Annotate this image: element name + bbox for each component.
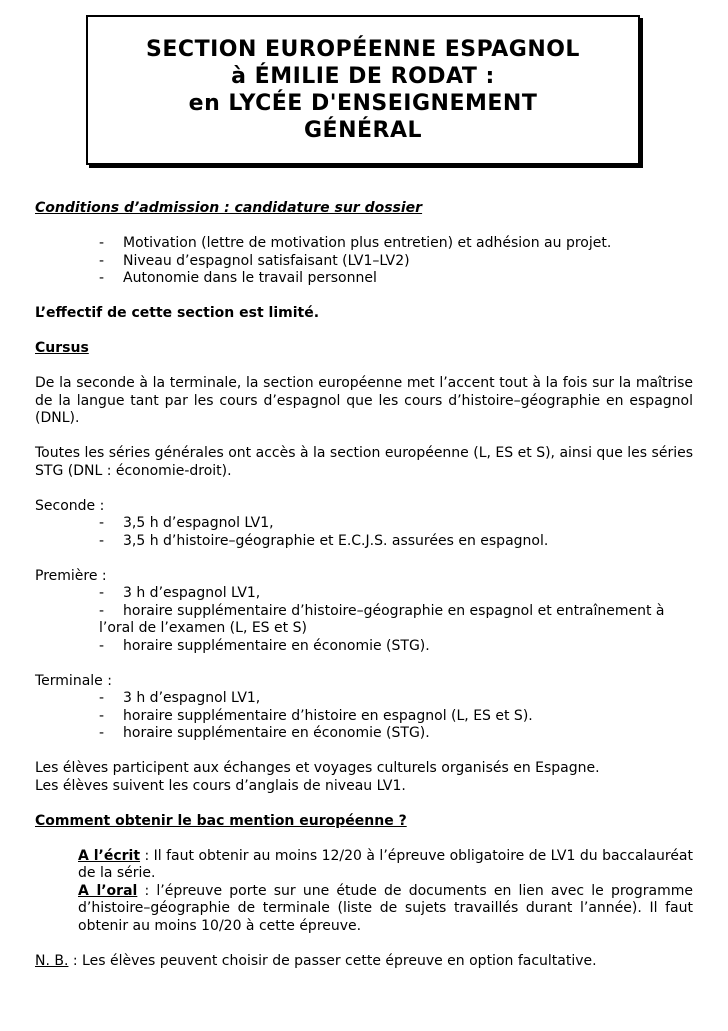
cursus-paragraph-1: De la seconde à la terminale, la section européenne met l’accent tout à la fois sur la maîtrise de la langue tant par les cours d’espagnol que les cours d’histoire–géographie en espagnol (DNL). [35, 375, 693, 426]
premiere-item: - 3 h d’espagnol LV1, [99, 585, 261, 601]
nb-label: N. B. [35, 952, 69, 969]
premiere-item: - horaire supplémentaire en économie (STG). [99, 637, 430, 654]
premiere-item: - horaire supplémentaire d’histoire–géographie en espagnol et entraînement à [99, 602, 665, 619]
bac-details [35, 848, 693, 936]
limited-notice: L’effectif de cette section est limité. [35, 305, 320, 321]
seconde-item: - 3,5 h d’histoire–géographie et E.C.J.S. assurées en espagnol. [99, 532, 549, 549]
title-line-3: en LYCÉE D'ENSEIGNEMENT [188, 91, 538, 116]
title-line-1: SECTION EUROPÉENNE ESPAGNOL [146, 37, 580, 62]
admission-heading: Conditions d’admission : candidature sur dossier [35, 200, 423, 216]
admission-item: - Niveau d’espagnol satisfaisant (LV1–LV2) [99, 252, 410, 269]
premiere-label: Première : [35, 567, 107, 584]
exchanges-line-2: Les élèves suivent les cours d’anglais de niveau LV1. [35, 777, 406, 794]
document-body [35, 200, 693, 970]
seconde-label: Seconde : [35, 497, 105, 514]
ecrit-label: A l’écrit [78, 847, 141, 864]
exchanges-line-1: Les élèves participent aux échanges et voyages culturels organisés en Espagne. [35, 760, 600, 776]
admission-item: - Autonomie dans le travail personnel [99, 270, 377, 286]
nb-paragraph: N. B. : Les élèves peuvent choisir de passer cette épreuve en option facultative. [35, 952, 597, 969]
terminale-item: - horaire supplémentaire en économie (STG). [99, 725, 430, 741]
terminale-item: - horaire supplémentaire d’histoire en espagnol (L, ES et S). [99, 707, 533, 724]
seconde-item: - 3,5 h d’espagnol LV1, [99, 515, 274, 531]
bac-heading: Comment obtenir le bac mention européenne ? [35, 812, 407, 829]
cursus-paragraph-2: Toutes les séries générales ont accès à la section européenne (L, ES et S), ainsi que les séries STG (DNL : économie-droit). [35, 445, 693, 479]
terminale-label: Terminale : [35, 672, 112, 689]
title-line-4: GÉNÉRAL [303, 118, 422, 143]
admission-item: - Motivation (lettre de motivation plus entretien) et adhésion au projet. [99, 235, 612, 251]
premiere-item-continuation: l’oral de l’examen (L, ES et S) [99, 620, 307, 636]
ecrit-paragraph: A l’écrit : Il faut obtenir au moins 12/20 à l’épreuve obligatoire de LV1 du baccalauréat de la série. [78, 847, 694, 881]
oral-label: A l’oral [78, 882, 138, 899]
title-box [86, 15, 640, 165]
cursus-heading: Cursus [35, 340, 89, 356]
oral-paragraph: A l’oral : l’épreuve porte sur une étude de documents en lien avec le programme d’histoire–géographie de terminale (liste de sujets travaillés durant l’année). Il faut obtenir au moins 10/20 à cette épreuve. [78, 882, 693, 934]
title-line-2: à ÉMILIE DE RODAT : [231, 64, 495, 89]
terminale-item: - 3 h d’espagnol LV1, [99, 690, 261, 706]
